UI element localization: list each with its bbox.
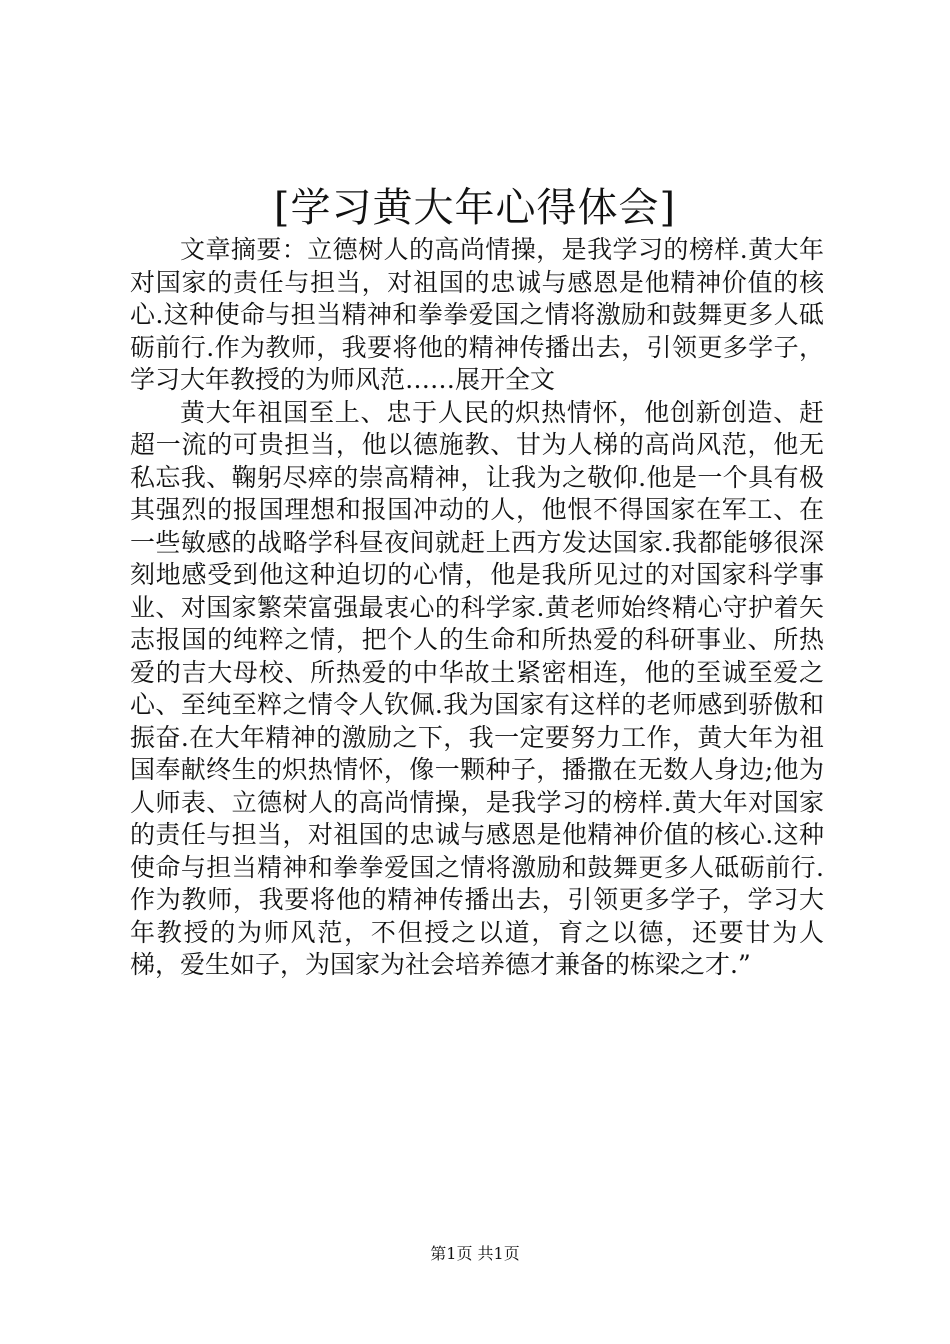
abstract-paragraph: 文章摘要：立德树人的高尚情操，是我学习的榜样.黄大年对国家的责任与担当，对祖国的忠诚与感恩是他精神价值的核心.这种使命与担当精神和拳拳爱国之情将激励和鼓舞更多人砥砺前行.作为教师，我要将他的精神传播出去，引领更多学子，学习大年教授的为师风范……展开全文	[130, 235, 824, 394]
document-body	[130, 234, 824, 982]
page-title: [学习黄大年心得体会]	[273, 185, 677, 231]
body-paragraph: 黄大年祖国至上、忠于人民的炽热情怀，他创新创造、赶超一流的可贵担当，他以德施教、甘为人梯的高尚风范，他无私忘我、鞠躬尽瘁的崇高精神，让我为之敬仰.他是一个具有极其强烈的报国理想和报国冲动的人，他恨不得国家在军工、在一些敏感的战略学科昼夜间就赶上西方发达国家.我都能够很深刻地感受到他这种迫切的心情，他是我所见过的对国家科学事业、对国家繁荣富强最衷心的科学家.黄老师始终精心守护着矢志报国的纯粹之情，把个人的生命和所热爱的科研事业、所热爱的吉大母校、所热爱的中华故土紧密相连，他的至诚至爱之心、至纯至粹之情令人钦佩.我为国家有这样的老师感到骄傲和振奋.在大年精神的激励之下，我一定要努力工作，黄大年为祖国奉献终生的炽热情怀，像一颗种子，播撒在无数人身边;他为人师表、立德树人的高尚情操，是我学习的榜样.黄大年对国家的责任与担当，对祖国的忠诚与感恩是他精神价值的核心.这种使命与担当精神和拳拳爱国之情将激励和鼓舞更多人砥砺前行.作为教师，我要将他的精神传播出去，引领更多学子，学习大年教授的为师风范，不但授之以道，育之以德，还要甘为人梯，爱生如子，为国家为社会培养德才兼备的栋梁之才.”	[130, 397, 824, 979]
page-number-footer: 第1页 共1页	[430, 1244, 520, 1263]
